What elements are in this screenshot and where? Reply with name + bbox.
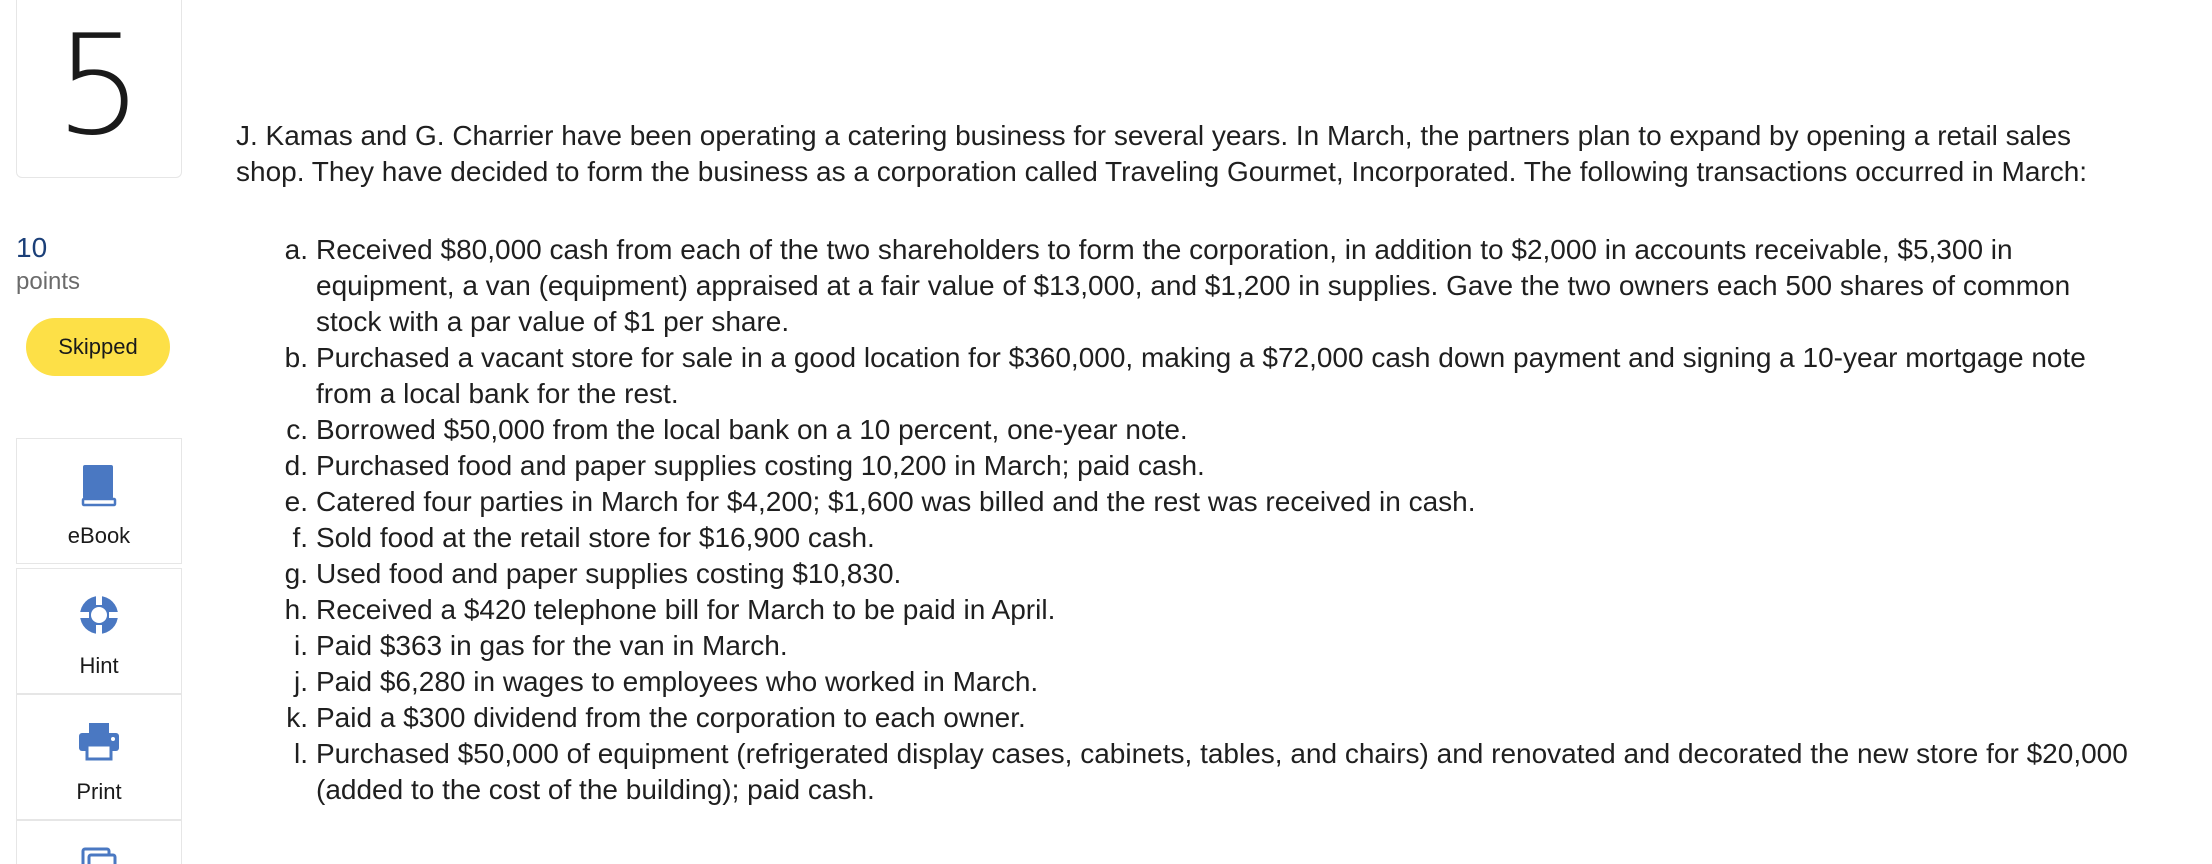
transaction-item [236, 556, 2136, 592]
transaction-marker: b. [284, 342, 308, 373]
transaction-marker: f. [292, 522, 308, 553]
transaction-text: Received a $420 telephone bill for March to be paid in April. [316, 594, 1056, 625]
print-label: Print [76, 779, 122, 804]
transaction-text: Purchased $50,000 of equipment (refrigerated display cases, cabinets, tables, and chairs) and renovated and decorated the new store for $20,000 (added to the cost of the building); paid cash. [316, 738, 2128, 805]
hint-label: Hint [79, 653, 119, 678]
hint-button[interactable] [16, 568, 182, 694]
transaction-marker: k. [286, 702, 308, 733]
transaction-marker: c. [286, 414, 308, 445]
ebook-label: eBook [67, 523, 131, 548]
transaction-item [236, 664, 2136, 700]
transaction-item [236, 520, 2136, 556]
question-sidebar [0, 0, 200, 864]
transaction-marker: j. [294, 666, 308, 697]
ebook-button[interactable] [16, 438, 182, 564]
transaction-list [236, 232, 2136, 808]
transaction-marker: i. [294, 630, 308, 661]
points-label: points [16, 268, 81, 295]
question-number: 5 [55, 5, 143, 166]
transaction-marker: d. [284, 450, 308, 481]
question-number-card [16, 0, 182, 178]
transaction-marker: l. [294, 738, 308, 769]
transaction-item [236, 484, 2136, 520]
transaction-text: Paid $363 in gas for the van in March. [316, 630, 788, 661]
transaction-item [236, 448, 2136, 484]
printer-icon [17, 719, 181, 763]
references-icon [17, 845, 181, 864]
transaction-marker: h. [284, 594, 308, 625]
status-badge: Skipped [26, 318, 170, 376]
transaction-item [236, 412, 2136, 448]
print-button[interactable] [16, 694, 182, 820]
transaction-item [236, 736, 2136, 808]
transaction-text: Received $80,000 cash from each of the two shareholders to form the corporation, in addition to $2,000 in accounts receivable, $5,300 in equipment, a van (equipment) appraised at a fair value of $13,000, and $1,200 in supplies. Gave the two owners each 500 shares of common stock with a par value of $1 per share. [316, 234, 2071, 337]
transaction-text: Borrowed $50,000 from the local bank on a 10 percent, one-year note. [316, 414, 1188, 445]
transaction-item [236, 628, 2136, 664]
transaction-item [236, 700, 2136, 736]
transaction-marker: a. [284, 234, 308, 265]
references-button[interactable] [16, 820, 182, 864]
transaction-marker: e. [284, 486, 308, 517]
lifebuoy-icon [17, 593, 181, 637]
points-value: 10 [16, 232, 48, 263]
transaction-text: Catered four parties in March for $4,200; $1,600 was billed and the rest was received in cash. [316, 486, 1476, 517]
transaction-text: Used food and paper supplies costing $10,830. [316, 558, 902, 589]
question-content [236, 118, 2136, 808]
transaction-marker: g. [284, 558, 308, 589]
transaction-item [236, 232, 2136, 340]
transaction-text: Sold food at the retail store for $16,900 cash. [316, 522, 875, 553]
transaction-text: Paid $6,280 in wages to employees who worked in March. [316, 666, 1039, 697]
transaction-item [236, 340, 2136, 412]
question-intro: J. Kamas and G. Charrier have been operating a catering business for several years. In March, the partners plan to expand by opening a retail sales shop. They have decided to form the business as a corporation called Traveling Gourmet, Incorporated. The following transactions occurred in March: [236, 120, 2088, 187]
transaction-item [236, 592, 2136, 628]
transaction-text: Purchased food and paper supplies costing 10,200 in March; paid cash. [316, 450, 1205, 481]
book-icon [17, 463, 181, 507]
transaction-text: Purchased a vacant store for sale in a good location for $360,000, making a $72,000 cash down payment and signing a 10-year mortgage note from a local bank for the rest. [316, 342, 2086, 409]
transaction-text: Paid a $300 dividend from the corporation to each owner. [316, 702, 1026, 733]
